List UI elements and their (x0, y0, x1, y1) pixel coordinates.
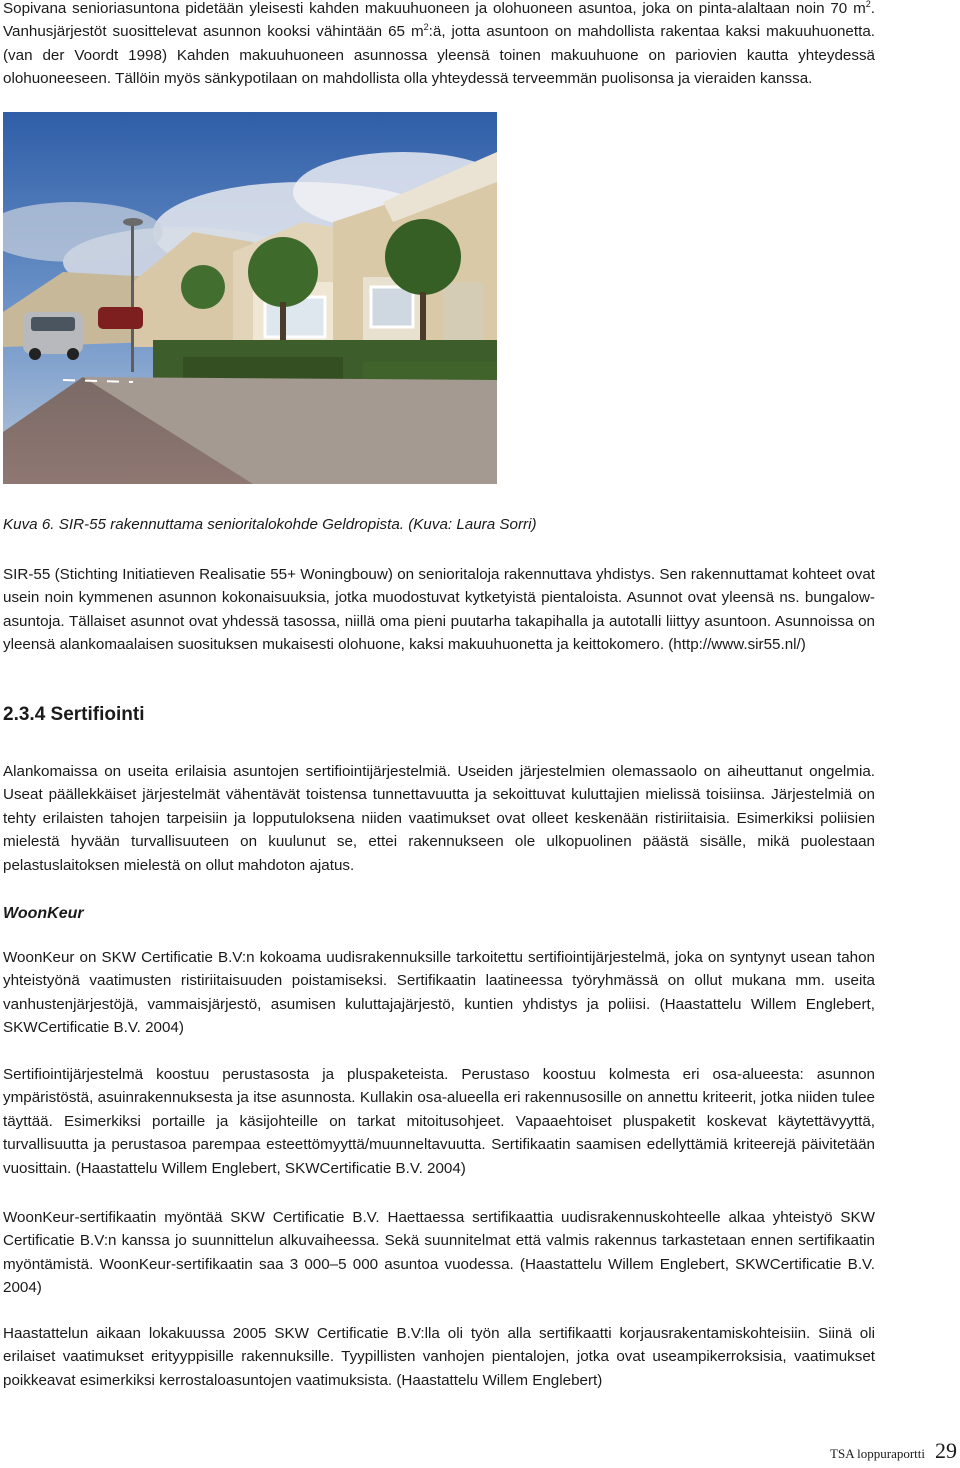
footer-label: TSA loppuraportti (830, 1446, 925, 1461)
page-footer (830, 1438, 957, 1464)
section-heading: 2.3.4 Sertifiointi (3, 704, 145, 725)
woonkeur-paragraph-1: WoonKeur on SKW Certificatie B.V:n kokoama uudisrakennuksille tarkoitettu sertifiointijärjestelmä, joka on syntynyt usean tahon yhteistyönä vaatimusten ristiriitaisuuden poistamiseksi. Sertifikaatin laatineessa työryhmässä on ollut mukana mm. useita vanhustenjärjestöjä, vammaisjärjestö, asumisen kuluttajajärjestö, kuntien yhdistys ja poliisi. (Haastattelu Willem Englebert, SKWCertificatie B.V. 2004) (3, 949, 875, 1037)
page-number: 29 (935, 1438, 957, 1463)
woonkeur-paragraph-3: WoonKeur-sertifikaatin myöntää SKW Certificatie B.V. Haettaessa sertifikaattia uudisrakennuskohteelle alkaa yhteistyö SKW Certificatie B.V:n kanssa jo suunnittelun alkuvaiheessa. Sekä suunnitelmat että valmis rakennus tarkastetaan ennen sertifikaatin myöntämistä. WoonKeur-sertifikaatin saa 3 000–5 000 asuntoa vuodessa. (Haastattelu Willem Englebert, SKWCertificatie B.V. 2004) (3, 1209, 875, 1297)
sir55-paragraph: SIR-55 (Stichting Initiatieven Realisatie 55+ Woningbouw) on senioritaloja rakennuttava yhdistys. Sen rakennuttamat kohteet ovat usein noin kymmenen asunnon kokonaisuuksia, jotka muodostuvat kytketyistä pientaloista. Asunnot ovat yleensä ns. bungalow-asuntoja. Tällaiset asunnot ovat yhdessä tasossa, niillä oma pieni puutarha takapihalla ja autotalli liittyy asuntoon. Asunnoissa on yleensä alankomaalaisen suosituksen mukaisesti olohuone, kaksi makuuhuonetta ja keittokomero. (http://www.sir55.nl/) (3, 566, 875, 654)
certification-paragraph: Alankomaissa on useita erilaisia asuntojen sertifiointijärjestelmiä. Useiden järjestelmien olemassaolo on aiheuttanut ongelmia. Useat päällekkäiset järjestelmät vähentävät toistensa tunnettavuutta ja sekoittuvat kuluttajien mielissä toisiinsa. Järjestelmiä on tehty erilaisten tahojen tarpeisiin ja lopputuloksena niiden vaatimukset ovat olleet keskenään ristiriitaisia. Esimerkiksi poliisien mielestä hyvään turvallisuuteen on kuulunut se, ettei rakennukseen ole ulkopuolinen päästä sisälle, mikä puolestaan pelastuslaitoksen mielestä on ollut mahdoton ajatus. (3, 763, 875, 874)
woonkeur-paragraph-2: Sertifiointijärjestelmä koostuu perustasosta ja pluspaketeista. Perustaso koostuu kolmesta eri osa-alueesta: asunnon ympäristöstä, asuinrakennuksesta ja itse asunnosta. Kullakin osa-alueella eri rakennusosille on annettu kriteerit, jotka niiden tulee täyttää. Esimerkiksi portaille ja käsijohteille on tarkat mitoitusohjeet. Vapaaehtoiset pluspaketit koskevat käytettävyyttä, turvallisuutta ja perustasoa parempaa esteettömyyttä/muunneltavuutta. Sertifikaatin saamisen edellyttämiä kriteerejä päivitetään vuosittain. (Haastattelu Willem Englebert, SKWCertificatie B.V. 2004) (3, 1066, 875, 1177)
street-photo (3, 112, 497, 484)
woonkeur-paragraph-4: Haastattelun aikaan lokakuussa 2005 SKW Certificatie B.V:lla oli työn alla sertifikaatti korjausrakentamiskohteisiin. Siinä oli erilaiset vaatimukset erityyppisille rakennuksille. Tyypillisten vanhojen pientalojen, jotka ovat useampikerroksisia, vaatimukset poikkeavat esimerkiksi kerrostaloasuntojen vaatimuksista. (Haastattelu Willem Englebert) (3, 1325, 875, 1389)
figure-caption: Kuva 6. SIR-55 rakennuttama senioritalokohde Geldropista. (Kuva: Laura Sorri) (3, 516, 537, 533)
woonkeur-heading: WoonKeur (3, 905, 84, 922)
intro-paragraph: Sopivana senioriasuntona pidetään yleisesti kahden makuuhuoneen ja olohuoneen asuntoa, joka on pinta-alaltaan noin 70 $m^2$. Vanhusjärjestöt suosittelevat asunnon kooksi vähintään 65 $m^2:ä$, jotta asuntoon on mahdollista rakentaa kaksi makuuhuonetta. (van der Voordt 1998) Kahden makuuhuoneen asunnossa yleensä toinen makuuhuone on pariovien kautta yhteydessä olohuoneeseen. Tällöin myös sänkypotilaan on mahdollista olla yhteydessä terveemmän puolisonsa ja vieraiden kanssa. (3, 0, 875, 88)
